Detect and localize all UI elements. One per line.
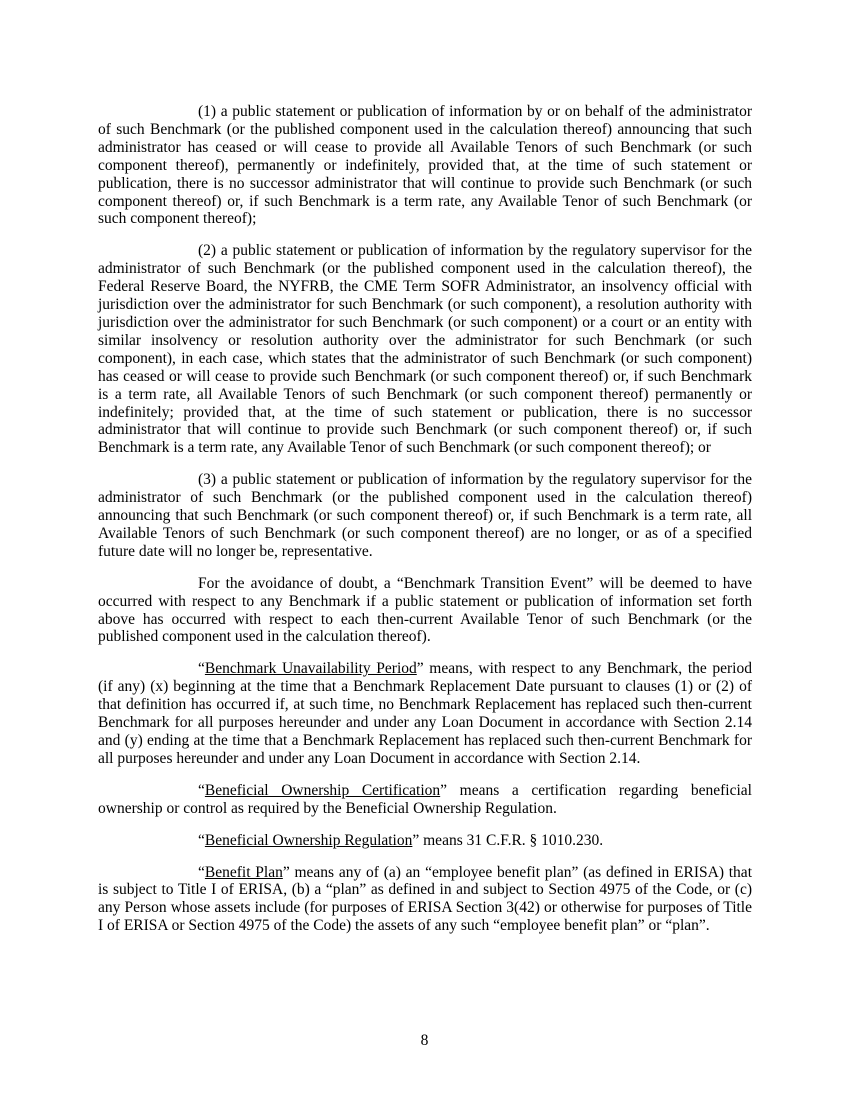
page-number: 8 bbox=[420, 1032, 429, 1049]
paragraph-text: For the avoidance of doubt, a “Benchmark Transition Event” will be deemed to have occurred with respect to any Benchmark if a public statement or publication of information set forth above has occurred with respect to each then-current Available Tenor of such Benchmark (or the published component used in the calculation thereof). bbox=[98, 574, 752, 646]
paragraph-text: (2) a public statement or publication of information by the regulatory supervisor for the administrator of such Benchmark (or the published component used in the calculation thereof), the Federal Reserve Board, the NYFRB, the CME Term SOFR Administrator, an insolvency official with jurisdiction over the administrator for such Benchmark (or such component), a resolution authority with jurisdiction over the administrator for such Benchmark (or such component) or a court or an entity with similar insolvency or resolution authority over the administrator for such Benchmark (or such component), in each case, which states that the administrator of such Benchmark (or such component) has ceased or will cease to provide such Benchmark (or such component thereof) or, if such Benchmark is a term rate, all Available Tenors of such Benchmark (or such component thereof) permanently or indefinitely; provided that, at the time of such statement or publication, there is no successor administrator that will continue to provide such Benchmark (or such component thereof) or, if such Benchmark is a term rate, any Available Tenor of such Benchmark (or such component thereof); or bbox=[98, 242, 752, 457]
paragraph-text: ” means 31 C.F.R. § 1010.230. bbox=[412, 831, 604, 849]
defined-term-beneficial-ownership-certification: Beneficial Ownership Certification bbox=[204, 781, 441, 799]
paragraph-text: (1) a public statement or publication of information by or on behalf of the administrator of such Benchmark (or the published component used in the calculation thereof) announcing that such administrator has ceased or will cease to provide all Available Tenors of such Benchmark (or such component thereof), permanently or indefinitely, provided that, at the time of such statement or publication, there is no successor administrator that will continue to provide such Benchmark (or such component thereof) or, if such Benchmark is a term rate, any Available Tenor of such Benchmark (or such component thereof); bbox=[98, 103, 752, 228]
paragraph-beneficial-ownership-regulation bbox=[98, 832, 752, 850]
paragraph-clause-3 bbox=[98, 471, 752, 561]
paragraph-text: ” means a certification regarding beneficial ownership or control as required by the Beneficial Ownership Regulation. bbox=[98, 781, 752, 817]
paragraph-clause-1 bbox=[98, 103, 752, 228]
paragraph-text: ” means, with respect to any Benchmark, the period (if any) (x) beginning at the time that a Benchmark Replacement Date pursuant to clauses (1) or (2) of that definition has occurred if, at such time, no Benchmark Replacement has replaced such then-current Benchmark for all purposes hereunder and under any Loan Document in accordance with Section 2.14 and (y) ending at the time that a Benchmark Replacement has replaced such then-current Benchmark for all purposes hereunder and under any Loan Document in accordance with Section 2.14. bbox=[98, 660, 752, 767]
paragraph-text: ” means any of (a) an “employee benefit plan” (as defined in ERISA) that is subject to Title I of ERISA, (b) a “plan” as defined in and subject to Section 4975 of the Code, or (c) any Person whose assets include (for purposes of ERISA Section 3(42) or otherwise for purposes of Title I of ERISA or Section 4975 of the Code) the assets of any such “employee benefit plan” or “plan”. bbox=[98, 863, 752, 935]
paragraph-clause-2 bbox=[98, 242, 752, 457]
defined-term-benchmark-unavailability-period: Benchmark Unavailability Period bbox=[204, 660, 417, 678]
paragraph-beneficial-ownership-certification bbox=[98, 782, 752, 818]
paragraph-text: (3) a public statement or publication of information by the regulatory supervisor for the administrator of such Benchmark (or the published component used in the calculation thereof) announcing that such Benchmark (or such component thereof) or, if such Benchmark is a term rate, all Available Tenors of such Benchmark (or such component thereof) are no longer, or as of a specified future date will no longer be, representative. bbox=[98, 471, 752, 560]
defined-term-beneficial-ownership-regulation: Beneficial Ownership Regulation bbox=[204, 831, 413, 849]
paragraph-text: “ bbox=[198, 863, 205, 881]
paragraph-text: “ bbox=[198, 660, 205, 678]
paragraph-benchmark-unavailability-period bbox=[98, 660, 752, 767]
paragraph-text: “ bbox=[198, 781, 205, 799]
paragraph-text: “ bbox=[198, 831, 205, 849]
defined-term-benefit-plan: Benefit Plan bbox=[204, 863, 283, 881]
paragraph-benefit-plan bbox=[98, 864, 752, 936]
paragraph-avoidance-of-doubt bbox=[98, 575, 752, 647]
